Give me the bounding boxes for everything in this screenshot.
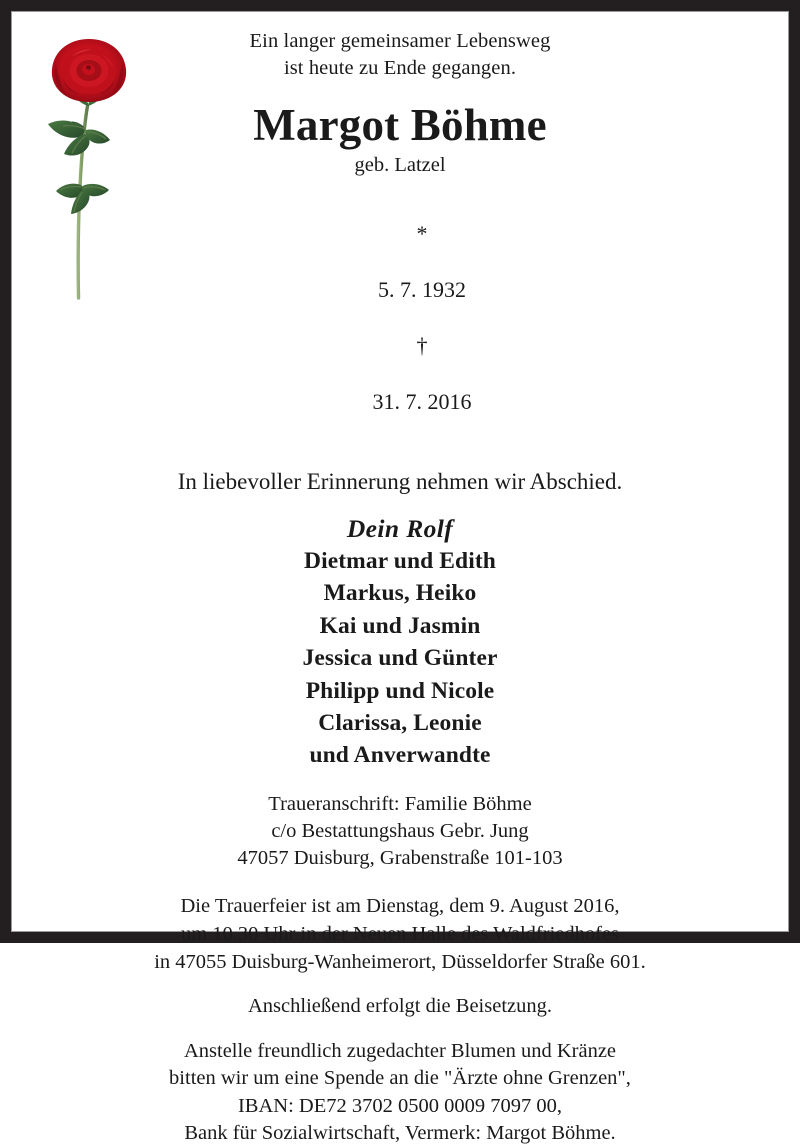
survivors-list bbox=[12, 512, 788, 772]
survivor-item: Philipp und Nicole bbox=[305, 677, 495, 704]
address-line-1: Traueranschrift: Familie Böhme bbox=[268, 792, 532, 815]
intro-line-1: Ein langer gemeinsamer Lebensweg bbox=[249, 30, 551, 52]
address-line-2: c/o Bestattungshaus Gebr. Jung bbox=[271, 819, 529, 842]
obituary-text-column bbox=[12, 12, 788, 1148]
survivor-item: Kai und Jasmin bbox=[319, 612, 481, 639]
donation-line-1: Anstelle freundlich zugedachter Blumen und Kränze bbox=[183, 1039, 617, 1062]
survivor-item: Clarissa, Leonie bbox=[318, 710, 482, 737]
survivor-item: Markus, Heiko bbox=[323, 580, 477, 607]
birth-symbol: * bbox=[416, 221, 428, 246]
address-line-3: 47057 Duisburg, Grabenstraße 101-103 bbox=[237, 846, 563, 869]
deceased-name: Margot Böhme bbox=[253, 100, 547, 150]
death-symbol: † bbox=[416, 333, 428, 358]
life-dates bbox=[12, 192, 788, 444]
birth-date: 5. 7. 1932 bbox=[378, 277, 466, 302]
mourning-address bbox=[12, 791, 788, 872]
donation-iban: IBAN: DE72 3702 0500 0009 7097 00, bbox=[237, 1094, 562, 1117]
farewell-line: In liebevoller Erinnerung nehmen wir Abschied. bbox=[177, 469, 623, 494]
donation-line-2: bitten wir um eine Spende an die "Ärzte ohne Grenzen", bbox=[169, 1067, 631, 1090]
interment-note: Anschließend erfolgt die Beisetzung. bbox=[248, 994, 552, 1017]
donation-line-4: Bank für Sozialwirtschaft, Vermerk: Margot Böhme. bbox=[184, 1122, 616, 1145]
maiden-name: geb. Latzel bbox=[354, 154, 446, 176]
survivor-primary: Dein Rolf bbox=[346, 514, 454, 543]
survivor-item: und Anverwandte bbox=[309, 742, 491, 769]
ceremony-line-1: Die Trauerfeier ist am Dienstag, dem 9. August 2016, bbox=[180, 894, 620, 917]
donation-note bbox=[12, 1038, 788, 1148]
survivor-item: Jessica und Günter bbox=[302, 645, 498, 672]
intro-line-2: ist heute zu Ende gegangen. bbox=[283, 57, 517, 79]
ceremony-details bbox=[12, 892, 788, 976]
death-date: 31. 7. 2016 bbox=[372, 389, 472, 414]
ceremony-line-3: in 47055 Duisburg-Wanheimerort, Düsseldorfer Straße 601. bbox=[154, 950, 646, 973]
obituary-card-inner bbox=[11, 11, 789, 1145]
ceremony-line-2: um 10.30 Uhr in der Neuen Halle des Waldfriedhofes bbox=[180, 922, 620, 945]
survivor-item: Dietmar und Edith bbox=[304, 548, 496, 574]
intro-block bbox=[12, 28, 788, 82]
